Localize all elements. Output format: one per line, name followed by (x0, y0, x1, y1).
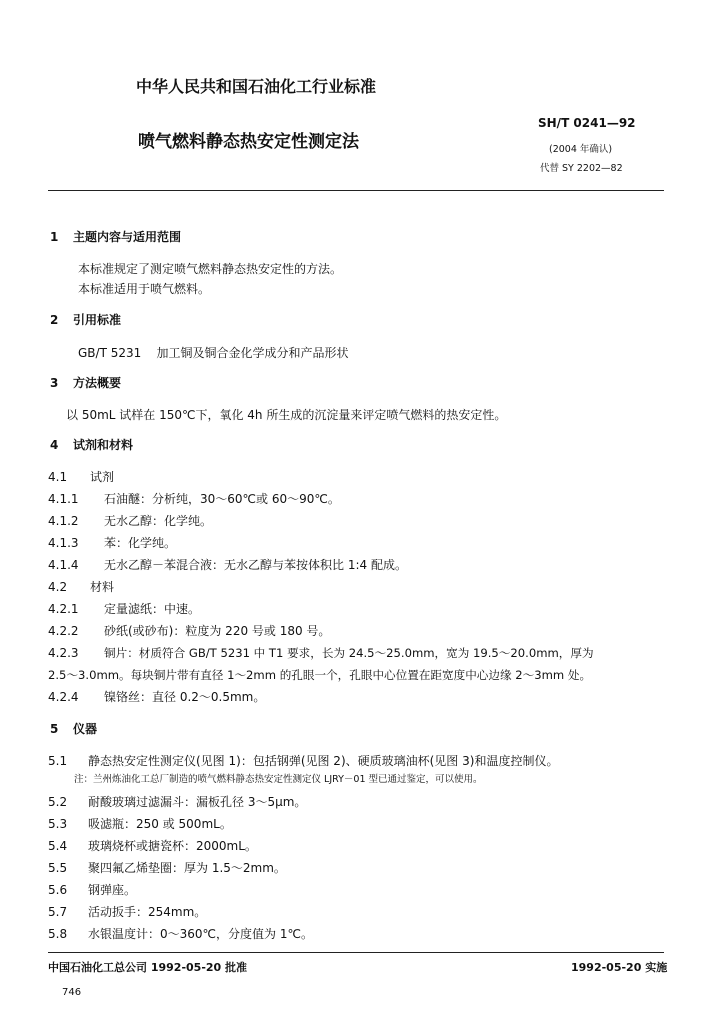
clause-continuation: 2.5～3.0mm。每块铜片带有直径 1～2mm 的孔眼一个，孔眼中心位置在距宽度中心边缘 2～3mm 处。 (48, 668, 592, 682)
clause-text: 苯：化学纯。 (104, 536, 177, 550)
section-heading: 仪器 (73, 722, 98, 736)
clause-number: 5.6 (48, 883, 68, 897)
clause-number: 5.7 (48, 905, 68, 919)
approval-line: 中国石油化工总公司 1992-05-20 批准 (48, 961, 248, 974)
clause-number: 5.4 (48, 839, 68, 853)
clause-number: 4.2.1 (48, 602, 79, 616)
clause-text: 无水乙醇－苯混合液：无水乙醇与苯按体积比 1:4 配成。 (104, 558, 407, 572)
clause-number: 5.3 (48, 817, 68, 831)
section-heading: 主题内容与适用范围 (73, 230, 182, 244)
paragraph: GB/T 5231 加工铜及铜合金化学成分和产品形状 (78, 346, 349, 360)
clause-number: 4.2.2 (48, 624, 79, 638)
document-title: 喷气燃料静态热安定性测定法 (138, 132, 359, 152)
clause-number: 4.1.1 (48, 492, 79, 506)
effective-date: 1992-05-20 实施 (571, 961, 668, 974)
clause-text: 镍铬丝：直径 0.2～0.5mm。 (104, 690, 266, 704)
page-number: 746 (62, 987, 82, 998)
clause-text: 铜片：材质符合 GB/T 5231 中 T1 要求，长为 24.5～25.0mm，宽为 19.5～20.0mm，厚为 (104, 646, 594, 660)
clause-number: 5.1 (48, 754, 68, 768)
clause-text: 静态热安定性测定仪(见图 1)：包括钢弹(见图 2)、硬质玻璃油杯(见图 3)和温度控制仪。 (88, 754, 559, 768)
clause-text: 石油醚：分析纯，30～60℃或 60～90℃。 (104, 492, 340, 506)
paragraph: 本标准规定了测定喷气燃料静态热安定性的方法。 (78, 262, 343, 276)
clause-text: 无水乙醇：化学纯。 (104, 514, 213, 528)
clause-text: 钢弹座。 (88, 883, 137, 897)
footer-rule (48, 952, 664, 953)
clause-number: 5.5 (48, 861, 68, 875)
section-number: 2 (50, 313, 59, 327)
clause-text: 砂纸(或砂布)：粒度为 220 号或 180 号。 (104, 624, 331, 638)
clause-number: 4.2 (48, 580, 68, 594)
clause-text: 水银温度计：0～360℃，分度值为 1℃。 (88, 927, 313, 941)
clause-text: 材料 (90, 580, 115, 594)
clause-number: 4.1.3 (48, 536, 79, 550)
replaces-note: 代替 SY 2202—82 (540, 163, 623, 174)
section-heading: 方法概要 (73, 376, 122, 390)
clause-text: 玻璃烧杯或搪瓷杯：2000mL。 (88, 839, 257, 853)
section-number: 3 (50, 376, 59, 390)
issuing-body: 中华人民共和国石油化工行业标准 (136, 77, 377, 96)
clause-number: 4.2.3 (48, 646, 79, 660)
section-heading: 引用标准 (73, 313, 122, 327)
confirmation-note: (2004 年确认) (549, 144, 613, 155)
clause-number: 4.2.4 (48, 690, 79, 704)
clause-number: 5.2 (48, 795, 68, 809)
section-heading: 试剂和材料 (73, 438, 134, 452)
paragraph: 以 50mL 试样在 150℃下，氧化 4h 所生成的沉淀量来评定喷气燃料的热安定性。 (66, 408, 507, 422)
clause-number: 4.1.2 (48, 514, 79, 528)
clause-text: 聚四氟乙烯垫圈：厚为 1.5～2mm。 (88, 861, 286, 875)
note: 注：兰州炼油化工总厂制造的喷气燃料静态热安定性测定仪 LJRY－01 型已通过鉴定，可以使用。 (74, 774, 483, 785)
section-number: 5 (50, 722, 59, 736)
clause-text: 试剂 (90, 470, 115, 484)
clause-number: 5.8 (48, 927, 68, 941)
header-rule (48, 190, 664, 191)
paragraph: 本标准适用于喷气燃料。 (78, 282, 211, 296)
section-number: 1 (50, 230, 59, 244)
section-number: 4 (50, 438, 59, 452)
standard-number: SH/T 0241—92 (538, 116, 636, 130)
clause-text: 耐酸玻璃过滤漏斗：漏板孔径 3～5μm。 (88, 795, 307, 809)
clause-text: 吸滤瓶：250 或 500mL。 (88, 817, 232, 831)
clause-number: 4.1 (48, 470, 68, 484)
clause-text: 活动扳手：254mm。 (88, 905, 207, 919)
clause-text: 定量滤纸：中速。 (104, 602, 201, 616)
clause-number: 4.1.4 (48, 558, 79, 572)
